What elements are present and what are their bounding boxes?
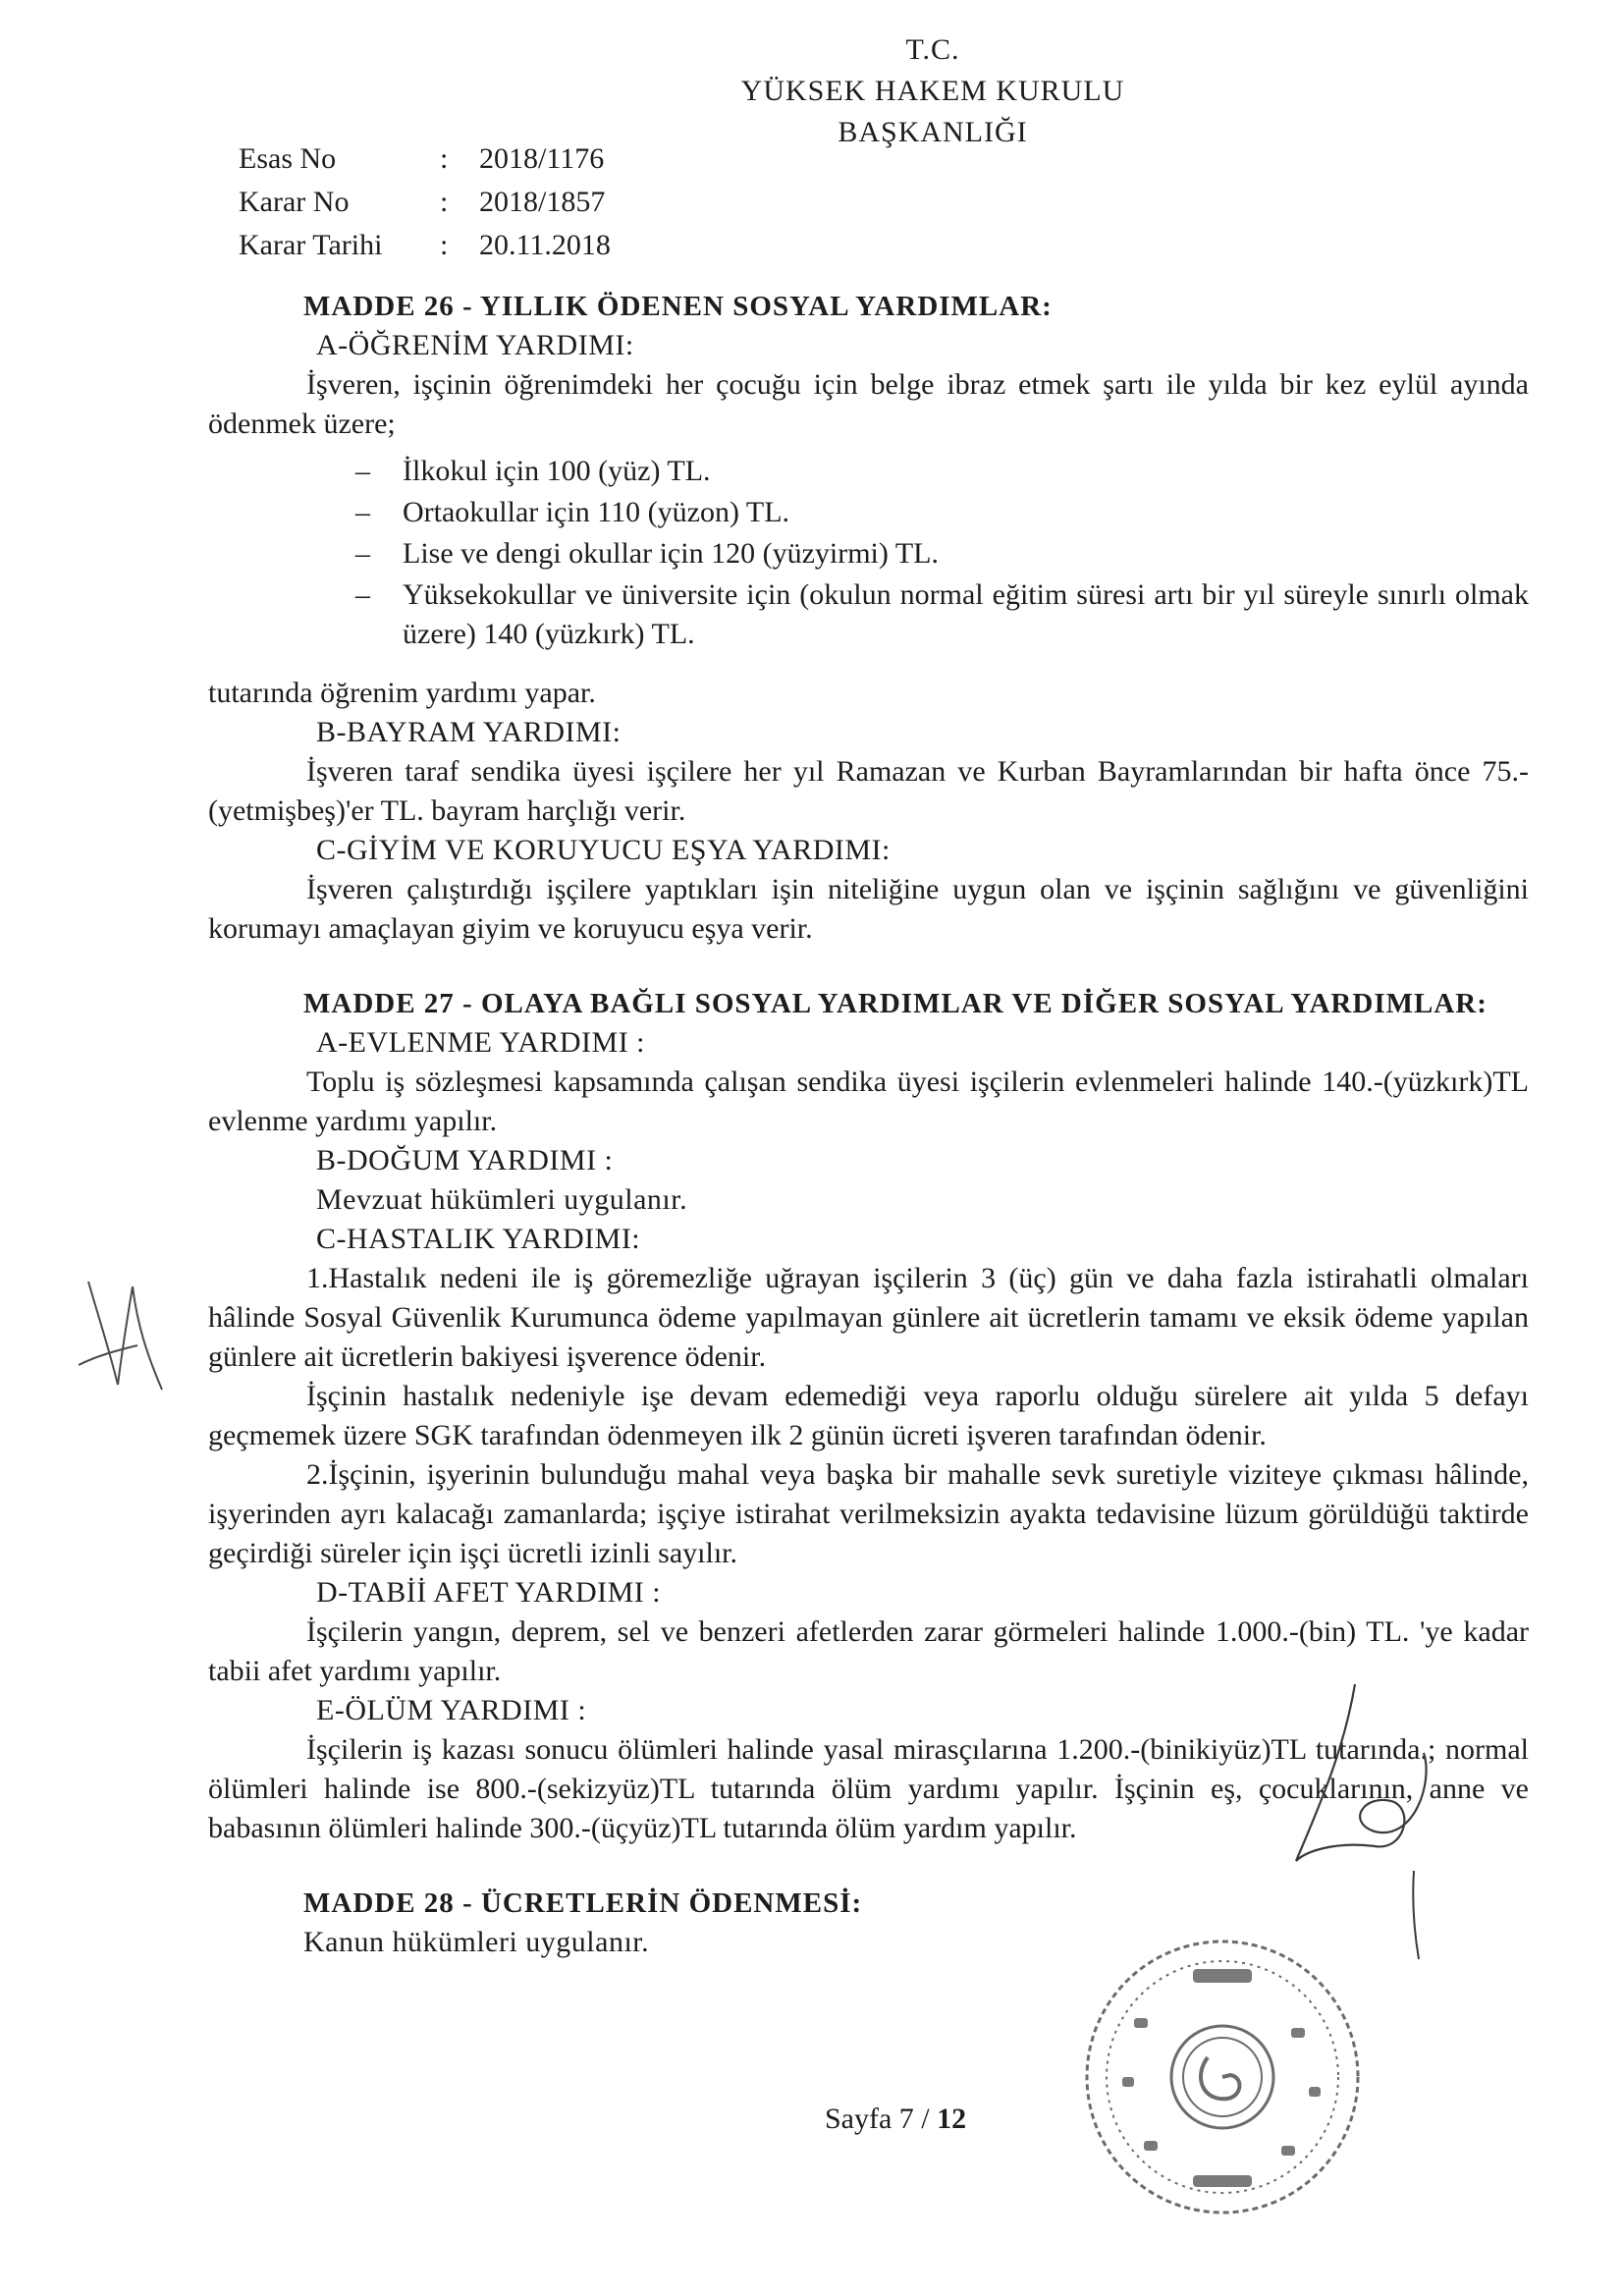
madde-28-text: Kanun hükümleri uygulanır. xyxy=(303,1926,650,1958)
case-meta xyxy=(239,137,611,267)
madde-26-b-title: B-BAYRAM YARDIMI: xyxy=(316,716,622,748)
page-number-prefix: Sayfa 7 / xyxy=(825,2103,930,2135)
meta-row-tarih xyxy=(239,224,611,267)
madde-27-a-text: Toplu iş sözleşmesi kapsamında çalışan sendika üyesi işçilerin evlenmeleri halinde 140.-(yüzkırk)TL evlenme yardımı yapılır. xyxy=(208,1066,1529,1137)
madde-27-title: MADDE 27 - OLAYA BAĞLI SOSYAL YARDIMLAR VE DİĞER SOSYAL YARDIMLAR: xyxy=(303,988,1488,1019)
madde-27-b-title: B-DOĞUM YARDIMI : xyxy=(316,1144,614,1176)
list-item: – Ortaokullar için 110 (yüzon) TL. xyxy=(355,493,1529,532)
madde-27-c-text1: 1.Hastalık nedeni ile iş göremezliğe uğrayan işçilerin 3 (üç) gün ve daha fazla istirahatli olmaları hâlinde Sosyal Güvenlik Kurumunca ödeme yapılmayan günlere ait ücretlerin tamamı ve eksik ödeme yapılan günlere ait ücretlerin bakiyesi işverence ödenir. xyxy=(208,1262,1529,1373)
madde-27-e-title: E-ÖLÜM YARDIMI : xyxy=(316,1694,587,1726)
meta-value: 2018/1857 xyxy=(479,186,606,218)
institution-header xyxy=(628,29,1237,153)
meta-colon: : xyxy=(440,186,449,218)
madde-27-d-text: İşçilerin yangın, deprem, sel ve benzeri afetlerden zarar görmeleri halinde 1.000.-(bin) TL. 'ye kadar tabii afet yardımı yapılır. xyxy=(208,1615,1529,1687)
header-line-kurul: YÜKSEK HAKEM KURULU xyxy=(740,75,1125,107)
madde-27-b-text: Mevzuat hükümleri uygulanır. xyxy=(316,1183,688,1216)
madde-27-c-text3: 2.İşçinin, işyerinin bulunduğu mahal veya başka bir mahalle sevk suretiyle viziteye çıkması hâlinde, işyerinden ayrı kalacağı zamanlarda; işçiye istirahat verilmeksizin ayakta tedavisine lüzum görüldüğü taktirde geçirdiği süreler için işçi ücretli izinli sayılır. xyxy=(208,1458,1529,1569)
signature-icon xyxy=(1267,1665,1453,1969)
madde-26-c-text: İşveren çalıştırdığı işçilere yaptıkları işin niteliğine uygun olan ve işçinin sağlığını ve güvenliğini korumayı amaçlayan giyim ve koruyucu eşya verir. xyxy=(208,873,1529,945)
madde-27-d-title: D-TABİİ AFET YARDIMI : xyxy=(316,1576,662,1609)
meta-label: Karar No xyxy=(239,186,350,218)
list-item: – Lise ve dengi okullar için 120 (yüzyirmi) TL. xyxy=(355,534,1529,574)
madde-26-a-title: A-ÖĞRENİM YARDIMI: xyxy=(316,329,634,361)
header-line-tc: T.C. xyxy=(905,33,960,66)
meta-colon: : xyxy=(440,142,449,175)
meta-label: Esas No xyxy=(239,142,337,175)
page-number-total: 12 xyxy=(937,2103,967,2135)
meta-value: 20.11.2018 xyxy=(479,229,611,261)
madde-27-c-title: C-HASTALIK YARDIMI: xyxy=(316,1223,641,1255)
madde-27-c-text2: İşçinin hastalık nedeniyle işe devam edemediği veya raporlu olduğu sürelere ait yılda 5 defayı geçmemek üzere SGK tarafından ödenmeyen ilk 2 günün ücreti işveren tarafından ödenir. xyxy=(208,1380,1529,1451)
madde-26-a-outro: tutarında öğrenim yardımı yapar. xyxy=(208,677,596,709)
madde-27-e-text: İşçilerin iş kazası sonucu ölümleri halinde yasal mirasçılarına 1.200.-(binikiyüz)TL tutarında.; normal ölümleri halinde ise 800.-(sekizyüz)TL tutarında ölüm yardımı yapılır. İşçinin eş, çocuklarının, anne ve babasının ölümleri halinde 300.-(üçyüz)TL tutarında ölüm yardım yapılır. xyxy=(208,1733,1529,1844)
education-aid-list xyxy=(355,452,1529,654)
official-seal-stamp xyxy=(1075,1930,1370,2224)
madde-26-b-text: İşveren taraf sendika üyesi işçilere her yıl Ramazan ve Kurban Bayramlarından bir hafta önce 75.-(yetmişbeş)'er TL. bayram harçlığı verir. xyxy=(208,755,1529,827)
margin-initial-mark xyxy=(69,1277,177,1394)
list-item: – Yüksekokullar ve üniversite için (okulun normal eğitim süresi artı bir yıl süreyle sınırlı olmak üzere) 140 (yüzkırk) TL. xyxy=(355,575,1529,654)
madde-26-c-title: C-GİYİM VE KORUYUCU EŞYA YARDIMI: xyxy=(316,834,891,866)
meta-label: Karar Tarihi xyxy=(239,229,383,261)
meta-value: 2018/1176 xyxy=(479,142,605,175)
meta-row-esas xyxy=(239,137,611,181)
meta-colon: : xyxy=(440,229,449,261)
madde-26-a-intro: İşveren, işçinin öğrenimdeki her çocuğu için belge ibraz etmek şartı ile yılda bir kez eylül ayında ödenmek üzere; xyxy=(208,368,1529,440)
header-line-baskanlik: BAŞKANLIĞI xyxy=(838,116,1028,148)
page-number xyxy=(825,2100,966,2139)
madde-26-title: MADDE 26 - YILLIK ÖDENEN SOSYAL YARDIMLAR: xyxy=(303,291,1053,322)
madde-28-title: MADDE 28 - ÜCRETLERİN ÖDENMESİ: xyxy=(303,1887,863,1919)
madde-27-a-title: A-EVLENME YARDIMI : xyxy=(316,1026,646,1059)
meta-row-karar xyxy=(239,181,611,224)
list-item: – İlkokul için 100 (yüz) TL. xyxy=(355,452,1529,491)
